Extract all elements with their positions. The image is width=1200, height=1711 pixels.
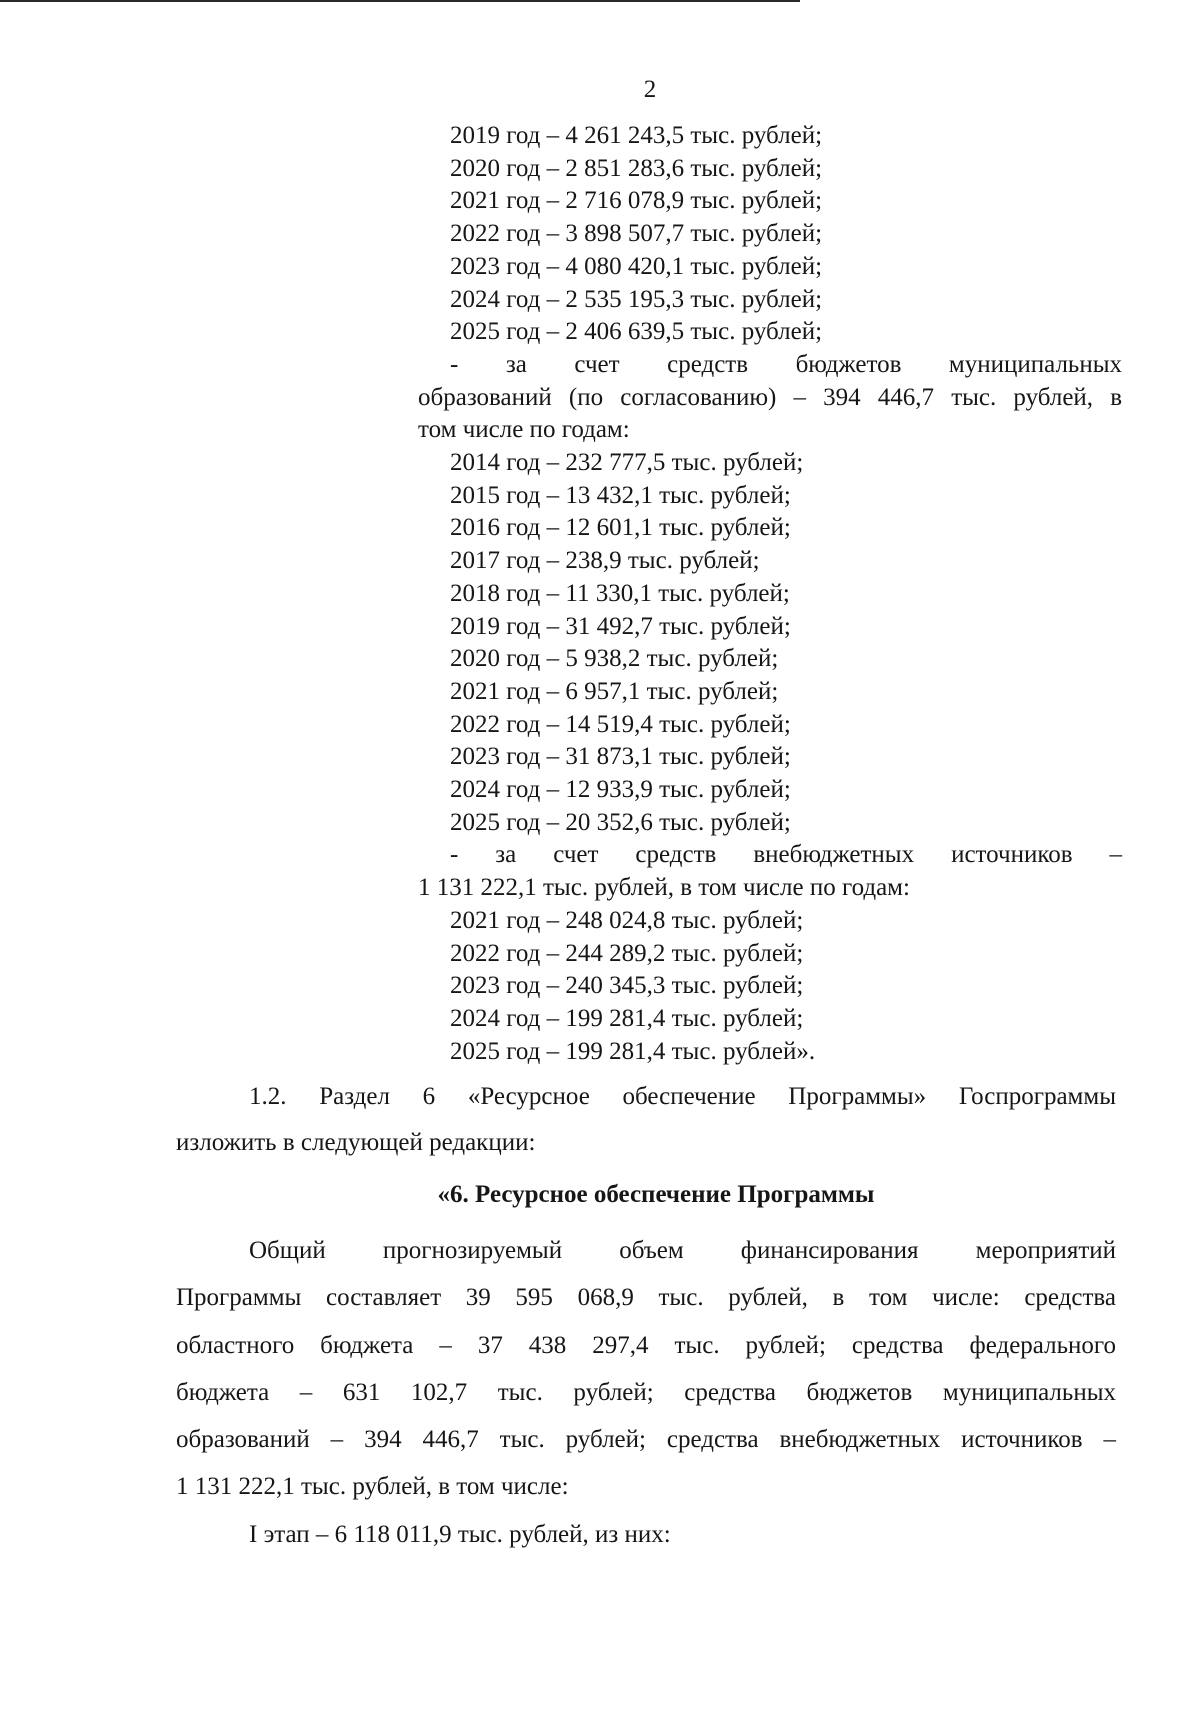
body-line: областного бюджета – 37 438 297,4 тыс. рублей; средства федерального	[176, 1331, 1116, 1359]
body-line: Программы составляет 39 595 068,9 тыс. рублей, в том числе: средства	[176, 1284, 1116, 1312]
offbudget-year-line: 2021 год – 248 024,8 тыс. рублей;	[450, 906, 804, 934]
municipal-year-line: 2017 год – 238,9 тыс. рублей;	[450, 547, 760, 575]
funding-line: 2025 год – 2 406 639,5 тыс. рублей;	[450, 318, 823, 346]
funding-line: 2023 год – 4 080 420,1 тыс. рублей;	[450, 252, 823, 280]
clause-block	[176, 1074, 1116, 1166]
funding-line: 2021 год – 2 716 078,9 тыс. рублей;	[450, 187, 823, 215]
funding-line: 2019 год – 4 261 243,5 тыс. рублей;	[450, 122, 823, 149]
offbudget-year-line: 2023 год – 240 345,3 тыс. рублей;	[450, 972, 804, 1000]
municipal-year-line: 2016 год – 12 601,1 тыс. рублей;	[450, 514, 791, 542]
body-line: образований – 394 446,7 тыс. рублей; средства внебюджетных источников –	[176, 1426, 1116, 1454]
municipal-year-line: 2023 год – 31 873,1 тыс. рублей;	[450, 743, 791, 771]
municipal-year-line: 2025 год – 20 352,6 тыс. рублей;	[450, 808, 791, 836]
municipal-intro-line: том числе по годам:	[418, 416, 630, 444]
stage-line: I этап – 6 118 011,9 тыс. рублей, из них:	[249, 1520, 671, 1548]
funding-line: 2024 год – 2 535 195,3 тыс. рублей;	[450, 285, 823, 313]
body-line: Общий прогнозируемый объем финансирования мероприятий	[249, 1237, 1116, 1264]
body-line: бюджета – 631 102,7 тыс. рублей; средства бюджетов муниципальных	[176, 1378, 1116, 1406]
page-number: 2	[643, 76, 657, 103]
offbudget-intro-line: - за счет средств внебюджетных источников –	[450, 841, 1122, 869]
funding-line: 2020 год – 2 851 283,6 тыс. рублей;	[450, 154, 823, 182]
municipal-year-line: 2020 год – 5 938,2 тыс. рублей;	[450, 645, 779, 673]
clause-line: изложить в следующей редакции:	[176, 1129, 536, 1156]
municipal-intro-line: - за счет средств бюджетов муниципальных	[450, 350, 1122, 378]
offbudget-year-line: 2024 год – 199 281,4 тыс. рублей;	[450, 1004, 804, 1032]
funding-list-column	[418, 120, 1122, 1068]
municipal-intro-line: образований (по согласованию) – 394 446,7 тыс. рублей, в	[418, 383, 1122, 411]
offbudget-intro-line: 1 131 222,1 тыс. рублей, в том числе по годам:	[418, 874, 910, 902]
municipal-year-line: 2019 год – 31 492,7 тыс. рублей;	[450, 612, 791, 640]
municipal-year-line: 2021 год – 6 957,1 тыс. рублей;	[450, 677, 779, 705]
offbudget-year-line: 2025 год – 199 281,4 тыс. рублей».	[450, 1037, 816, 1065]
funding-line: 2022 год – 3 898 507,7 тыс. рублей;	[450, 220, 823, 248]
top-border-line	[0, 0, 800, 2]
municipal-year-line: 2014 год – 232 777,5 тыс. рублей;	[450, 449, 804, 477]
municipal-year-line: 2018 год – 11 330,1 тыс. рублей;	[450, 579, 790, 607]
section-title: «6. Ресурсное обеспечение Программы	[437, 1181, 875, 1208]
municipal-year-line: 2015 год – 13 432,1 тыс. рублей;	[450, 481, 791, 509]
municipal-year-line: 2022 год – 14 519,4 тыс. рублей;	[450, 710, 791, 738]
clause-line: 1.2. Раздел 6 «Ресурсное обеспечение Программы» Госпрограммы	[249, 1083, 1116, 1110]
body-line: 1 131 222,1 тыс. рублей, в том числе:	[176, 1473, 569, 1501]
section-body	[176, 1227, 1116, 1558]
offbudget-year-line: 2022 год – 244 289,2 тыс. рублей;	[450, 939, 804, 967]
municipal-year-line: 2024 год – 12 933,9 тыс. рублей;	[450, 776, 791, 804]
section-heading	[176, 1175, 1116, 1215]
